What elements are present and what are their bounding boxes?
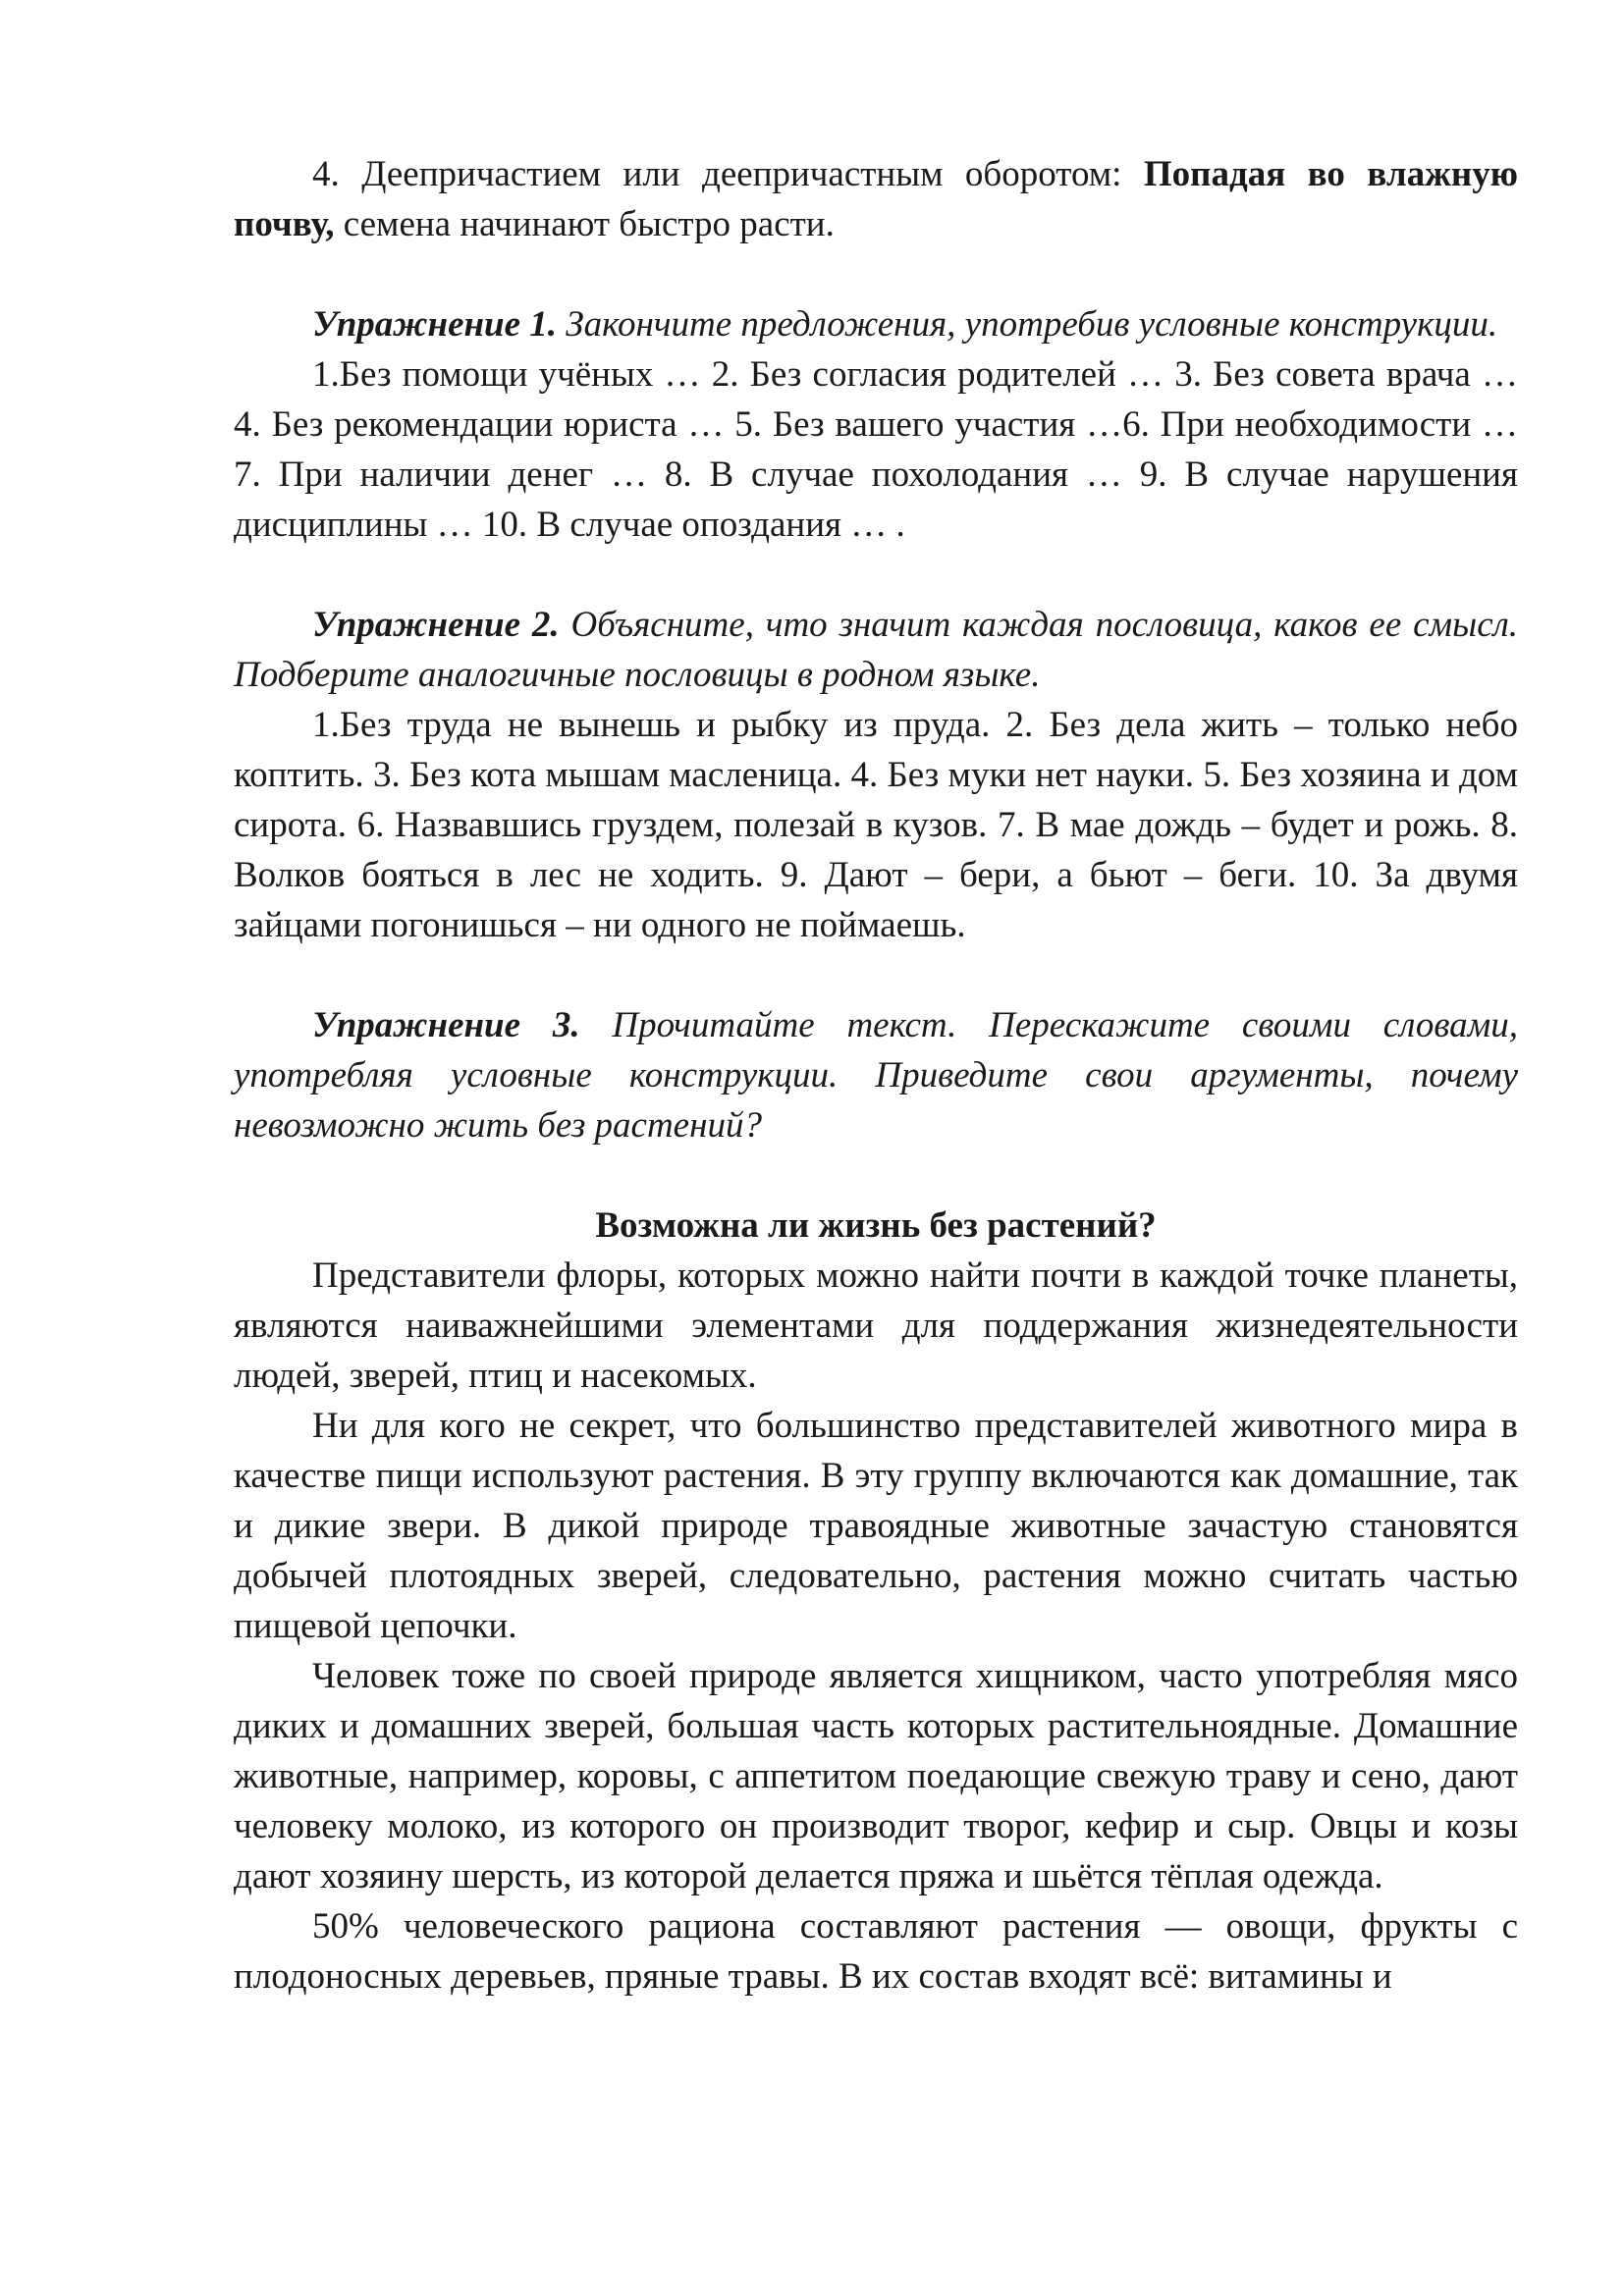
proverb-item: 2. Без дела жить – только небо коптить.: [234, 705, 1518, 795]
exercise-1-task: Закончите предложения, употребив условные конструкции.: [557, 304, 1498, 345]
proverb-item: 7. В мае дождь – будет и рожь.: [998, 805, 1491, 845]
exercise-3-instruction: [234, 1000, 1518, 1150]
article-paragraph: Ни для кого не секрет, что большинство представителей животного мира в качестве пищи используют растения. В эту группу включаются как домашние, так и дикие звери. В дикой природе травоядные животные зачастую становятся добычей плотоядных зверей, следовательно, растения можно считать частью пищевой цепочки.: [234, 1406, 1518, 1646]
exercise-1-item: 10. В случае опоздания … .: [481, 505, 905, 545]
exercise-1-item: 2. Без согласия родителей …: [711, 354, 1175, 395]
article-paragraph: 50% человеческого рациона составляют растения — овощи, фрукты с плодоносных деревьев, пряные травы. В их состав входят всё: витамины и: [234, 1906, 1518, 1997]
exercise-1-item: 9. В случае нарушения дисциплины …: [234, 454, 1518, 545]
exercise-2-items: [234, 700, 1518, 950]
exercise-1-items: [234, 349, 1518, 550]
exercise-1-item: 6. При необходимости …: [1122, 404, 1518, 445]
exercise-3-task: Прочитайте текст. Перескажите своими словами, употребляя условные конструкции. Приведите свои аргументы, почему невозможно жить без растений?: [234, 1005, 1518, 1146]
proverb-item: 9. Дают – бери, а бьют – беги.: [780, 855, 1314, 895]
exercise-1-item: 8. В случае похолодания …: [664, 454, 1140, 495]
proverb-item: 5. Без хозяина и дом сирота.: [234, 755, 1518, 845]
article-paragraph: Представители флоры, которых можно найти почти в каждой точке планеты, являются наиважнейшими элементами для поддержания жизнедеятельности людей, зверей, птиц и насекомых.: [234, 1255, 1518, 1396]
exercise-1-item: 3. Без совета врача …: [1174, 354, 1519, 395]
intro-paragraph: [234, 149, 1518, 249]
exercise-1-item: 4. Без рекомендации юриста …: [234, 404, 735, 445]
spacer: [234, 1150, 1518, 1201]
proverb-item: 10. За двумя зайцами погонишься – ни одного не поймаешь.: [234, 855, 1518, 945]
intro-bold-phrase: Попадая во влажную почву,: [234, 154, 1518, 244]
exercise-2-instruction: [234, 600, 1518, 700]
exercise-2-task: Объясните, что значит каждая пословица, каков ее смысл. Подберите аналогичные пословицы в родном языке.: [234, 605, 1518, 695]
exercise-1-item: 1.Без помощи учёных …: [312, 354, 712, 395]
spacer: [234, 249, 1518, 299]
exercise-3-title: Упражнение 3.: [312, 1005, 580, 1045]
exercise-1-title: Упражнение 1.: [312, 304, 558, 345]
document-page: [234, 149, 1518, 2002]
spacer: [234, 950, 1518, 1000]
spacer: [234, 550, 1518, 600]
intro-suffix: семена начинают быстро расти.: [334, 204, 835, 244]
exercise-2-title: Упражнение 2.: [312, 605, 560, 645]
proverb-item: 4. Без муки нет науки.: [850, 755, 1204, 795]
exercise-1-item: 7. При наличии денег …: [234, 454, 665, 495]
exercise-1-instruction: [234, 299, 1518, 349]
article-paragraph: Человек тоже по своей природе является хищником, часто употребляя мясо диких и домашних зверей, большая часть которых растительноядные. Домашние животные, например, коровы, с аппетитом поедающие свежую траву и сено, дают человеку молоко, из которого он производит творог, кефир и сыр. Овцы и козы дают хозяину шерсть, из которой делается пряжа и шьётся тёплая одежда.: [234, 1656, 1518, 1896]
proverb-item: 3. Без кота мышам масленица.: [372, 755, 851, 795]
intro-prefix: 4. Деепричастием или деепричастным оборотом:: [312, 154, 1144, 194]
proverb-item: 1.Без труда не вынешь и рыбку из пруда.: [312, 705, 1006, 745]
article-heading: Возможна ли жизнь без растений?: [595, 1205, 1157, 1246]
exercise-1-item: 5. Без вашего участия …: [734, 404, 1123, 445]
proverb-item: 8. Волков бояться в лес не ходить.: [234, 805, 1518, 895]
proverb-item: 6. Назвавшись груздем, полезай в кузов.: [356, 805, 999, 845]
